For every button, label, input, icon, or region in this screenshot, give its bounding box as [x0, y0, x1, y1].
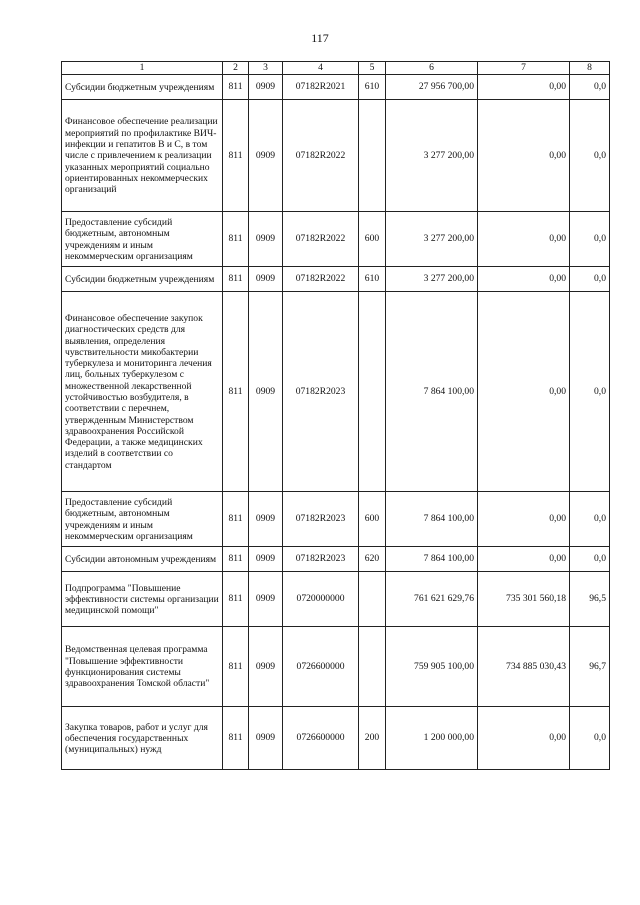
table-row [62, 547, 610, 572]
row-actual-amount-cell: 0,00 [478, 267, 570, 292]
row-percent-cell: 96,7 [570, 627, 610, 707]
column-header: 6 [386, 62, 478, 75]
table-row [62, 707, 610, 770]
row-section-cell: 0909 [249, 267, 283, 292]
row-actual-amount-cell: 0,00 [478, 707, 570, 770]
row-target-code-cell: 07182R2022 [283, 267, 359, 292]
row-section-cell: 0909 [249, 572, 283, 627]
row-expense-type-cell: 620 [359, 547, 386, 572]
row-percent-cell: 0,0 [570, 492, 610, 547]
row-name-cell: Субсидии бюджетным учреждениям [62, 267, 223, 292]
row-admin-code-cell: 811 [223, 572, 249, 627]
row-section-cell: 0909 [249, 492, 283, 547]
budget-table [61, 61, 610, 770]
row-admin-code-cell: 811 [223, 292, 249, 492]
row-target-code-cell: 07182R2023 [283, 292, 359, 492]
column-header: 3 [249, 62, 283, 75]
row-section-cell: 0909 [249, 75, 283, 100]
row-expense-type-cell: 610 [359, 267, 386, 292]
page-number: 117 [311, 31, 329, 45]
table-row [62, 292, 610, 492]
table-row [62, 572, 610, 627]
row-percent-cell: 0,0 [570, 707, 610, 770]
row-expense-type-cell: 600 [359, 492, 386, 547]
row-percent-cell: 0,0 [570, 547, 610, 572]
row-actual-amount-cell: 0,00 [478, 212, 570, 267]
column-header: 4 [283, 62, 359, 75]
row-planned-amount-cell: 761 621 629,76 [386, 572, 478, 627]
row-expense-type-cell: 200 [359, 707, 386, 770]
row-target-code-cell: 07182R2023 [283, 547, 359, 572]
row-section-cell: 0909 [249, 707, 283, 770]
row-admin-code-cell: 811 [223, 707, 249, 770]
row-percent-cell: 0,0 [570, 267, 610, 292]
row-actual-amount-cell: 0,00 [478, 292, 570, 492]
row-expense-type-cell [359, 100, 386, 212]
row-name-cell: Закупка товаров, работ и услуг для обеспечения государственных (муниципальных) нужд [62, 707, 223, 770]
column-header: 5 [359, 62, 386, 75]
row-actual-amount-cell: 0,00 [478, 75, 570, 100]
row-percent-cell: 0,0 [570, 292, 610, 492]
table-row [62, 267, 610, 292]
table-row [62, 75, 610, 100]
row-percent-cell: 96,5 [570, 572, 610, 627]
row-actual-amount-cell: 0,00 [478, 492, 570, 547]
row-target-code-cell: 0726600000 [283, 707, 359, 770]
row-admin-code-cell: 811 [223, 100, 249, 212]
row-planned-amount-cell: 1 200 000,00 [386, 707, 478, 770]
row-section-cell: 0909 [249, 100, 283, 212]
row-planned-amount-cell: 27 956 700,00 [386, 75, 478, 100]
row-actual-amount-cell: 735 301 560,18 [478, 572, 570, 627]
column-header: 2 [223, 62, 249, 75]
row-target-code-cell: 0720000000 [283, 572, 359, 627]
table-row [62, 627, 610, 707]
row-name-cell: Подпрограмма "Повышение эффективности системы организации медицинской помощи" [62, 572, 223, 627]
row-section-cell: 0909 [249, 547, 283, 572]
row-name-cell: Предоставление субсидий бюджетным, автономным учреждениям и иным некоммерческим организациям [62, 492, 223, 547]
table-row [62, 100, 610, 212]
column-header: 1 [62, 62, 223, 75]
row-target-code-cell: 07182R2022 [283, 212, 359, 267]
row-planned-amount-cell: 759 905 100,00 [386, 627, 478, 707]
row-expense-type-cell: 610 [359, 75, 386, 100]
row-target-code-cell: 07182R2022 [283, 100, 359, 212]
row-admin-code-cell: 811 [223, 627, 249, 707]
row-name-cell: Ведомственная целевая программа "Повышение эффективности функционирования системы здравоохранения Томской области" [62, 627, 223, 707]
row-name-cell: Финансовое обеспечение реализации мероприятий по профилактике ВИЧ-инфекции и гепатитов B и C, в том числе с привлечением к реализации указанных мероприятий социально ориентированных некоммерческих организаций [62, 100, 223, 212]
row-percent-cell: 0,0 [570, 212, 610, 267]
row-percent-cell: 0,0 [570, 75, 610, 100]
row-expense-type-cell: 600 [359, 212, 386, 267]
row-name-cell: Субсидии автономным учреждениям [62, 547, 223, 572]
column-header: 8 [570, 62, 610, 75]
row-section-cell: 0909 [249, 292, 283, 492]
row-admin-code-cell: 811 [223, 212, 249, 267]
row-target-code-cell: 07182R2023 [283, 492, 359, 547]
row-actual-amount-cell: 0,00 [478, 100, 570, 212]
row-actual-amount-cell: 0,00 [478, 547, 570, 572]
table-header-row [62, 62, 610, 75]
row-section-cell: 0909 [249, 627, 283, 707]
table-row [62, 212, 610, 267]
row-target-code-cell: 0726600000 [283, 627, 359, 707]
row-planned-amount-cell: 7 864 100,00 [386, 492, 478, 547]
row-planned-amount-cell: 3 277 200,00 [386, 212, 478, 267]
column-header: 7 [478, 62, 570, 75]
row-admin-code-cell: 811 [223, 547, 249, 572]
row-name-cell: Финансовое обеспечение закупок диагностических средств для выявления, определения чувствительности микобактерии туберкулеза и мониторинга лечения лиц, больных туберкулезом с множественной лекарственной устойчивостью возбудителя, в соответствии с перечнем, утвержденным Министерством здравоохранения Российской Федерации, а также медицинских изделий в соответствии со стандартом [62, 292, 223, 492]
row-planned-amount-cell: 7 864 100,00 [386, 292, 478, 492]
row-expense-type-cell [359, 572, 386, 627]
row-planned-amount-cell: 3 277 200,00 [386, 267, 478, 292]
row-expense-type-cell [359, 292, 386, 492]
row-actual-amount-cell: 734 885 030,43 [478, 627, 570, 707]
row-name-cell: Предоставление субсидий бюджетным, автономным учреждениям и иным некоммерческим организациям [62, 212, 223, 267]
row-section-cell: 0909 [249, 212, 283, 267]
row-expense-type-cell [359, 627, 386, 707]
row-percent-cell: 0,0 [570, 100, 610, 212]
table-row [62, 492, 610, 547]
row-target-code-cell: 07182R2021 [283, 75, 359, 100]
row-admin-code-cell: 811 [223, 267, 249, 292]
row-admin-code-cell: 811 [223, 75, 249, 100]
row-planned-amount-cell: 7 864 100,00 [386, 547, 478, 572]
row-name-cell: Субсидии бюджетным учреждениям [62, 75, 223, 100]
row-admin-code-cell: 811 [223, 492, 249, 547]
row-planned-amount-cell: 3 277 200,00 [386, 100, 478, 212]
